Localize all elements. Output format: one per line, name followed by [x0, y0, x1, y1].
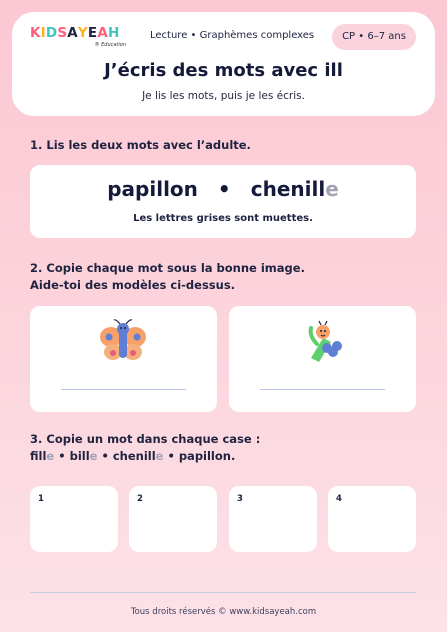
word-list-item	[70, 449, 113, 463]
silent-letter: e	[155, 449, 164, 463]
logo-wordmark	[30, 26, 130, 40]
box-number: 1	[38, 494, 44, 504]
silent-letter: e	[89, 449, 98, 463]
footer-divider	[30, 592, 416, 593]
logo-subtitle: ® Education	[94, 42, 126, 48]
word-separator: •	[97, 449, 113, 463]
butterfly-icon	[98, 318, 148, 368]
copy-box-2[interactable]	[129, 486, 217, 552]
page-subtitle: Je lis les mots, puis je les écris.	[142, 90, 305, 102]
logo-letter: A	[97, 25, 108, 41]
question-3-line-1: 3. Copie un mot dans chaque case :	[30, 432, 261, 446]
box-number: 4	[336, 494, 342, 504]
logo-letter: D	[45, 25, 58, 41]
box-number: 3	[237, 494, 243, 504]
word-separator: •	[163, 449, 179, 463]
word-main-part: chenill	[250, 177, 326, 201]
word-main-part: chenill	[112, 449, 156, 463]
question-2-line-2: Aide-toi des modèles ci-dessus.	[30, 278, 236, 292]
logo-letter: Y	[77, 25, 88, 41]
question-2-line-1: 2. Copie chaque mot sous la bonne image.	[30, 261, 305, 275]
model-words-card	[30, 165, 416, 238]
model-words	[30, 177, 416, 201]
copy-box-4[interactable]	[328, 486, 416, 552]
silent-letter: e	[46, 449, 55, 463]
image-card-caterpillar	[229, 306, 416, 412]
page-title: J’écris des mots avec ill	[104, 60, 343, 81]
word-list-item	[179, 449, 236, 463]
caterpillar-icon	[297, 318, 347, 368]
model-word-chenille	[251, 177, 339, 201]
word-separator: •	[217, 177, 231, 201]
subject-label: Lecture • Graphèmes complexes	[150, 30, 315, 41]
logo-letter: A	[67, 25, 78, 41]
level-badge: CP • 6–7 ans	[332, 24, 416, 50]
footer-copyright: Tous droits réservés © www.kidsayeah.com	[130, 607, 317, 617]
question-3	[30, 431, 260, 465]
header-card	[12, 12, 435, 116]
writing-line[interactable]	[61, 389, 186, 390]
box-number: 2	[137, 494, 143, 504]
logo-letter: K	[30, 25, 41, 41]
silent-letter: e	[325, 177, 339, 201]
copy-box-3[interactable]	[229, 486, 317, 552]
logo-letter: E	[87, 25, 98, 41]
word-list-item	[113, 449, 179, 463]
word-list-item	[30, 449, 70, 463]
word-list	[30, 448, 260, 465]
word-separator: •	[54, 449, 70, 463]
question-1: 1. Lis les deux mots avec l’adulte.	[30, 138, 251, 152]
writing-line[interactable]	[260, 389, 385, 390]
image-card-butterfly	[30, 306, 217, 412]
logo-letter: H	[107, 25, 120, 41]
logo-letter: S	[57, 25, 68, 41]
copy-box-1[interactable]	[30, 486, 118, 552]
word-main-part: fill	[30, 449, 47, 463]
question-2	[30, 260, 305, 294]
kidsayeah-logo	[30, 26, 130, 56]
word-main-part: bill	[69, 449, 90, 463]
model-word-papillon: papillon	[107, 177, 198, 201]
logo-letter: I	[40, 25, 46, 41]
silent-letters-note: Les lettres grises sont muettes.	[133, 213, 313, 224]
word-main-part: papillon.	[178, 449, 236, 463]
